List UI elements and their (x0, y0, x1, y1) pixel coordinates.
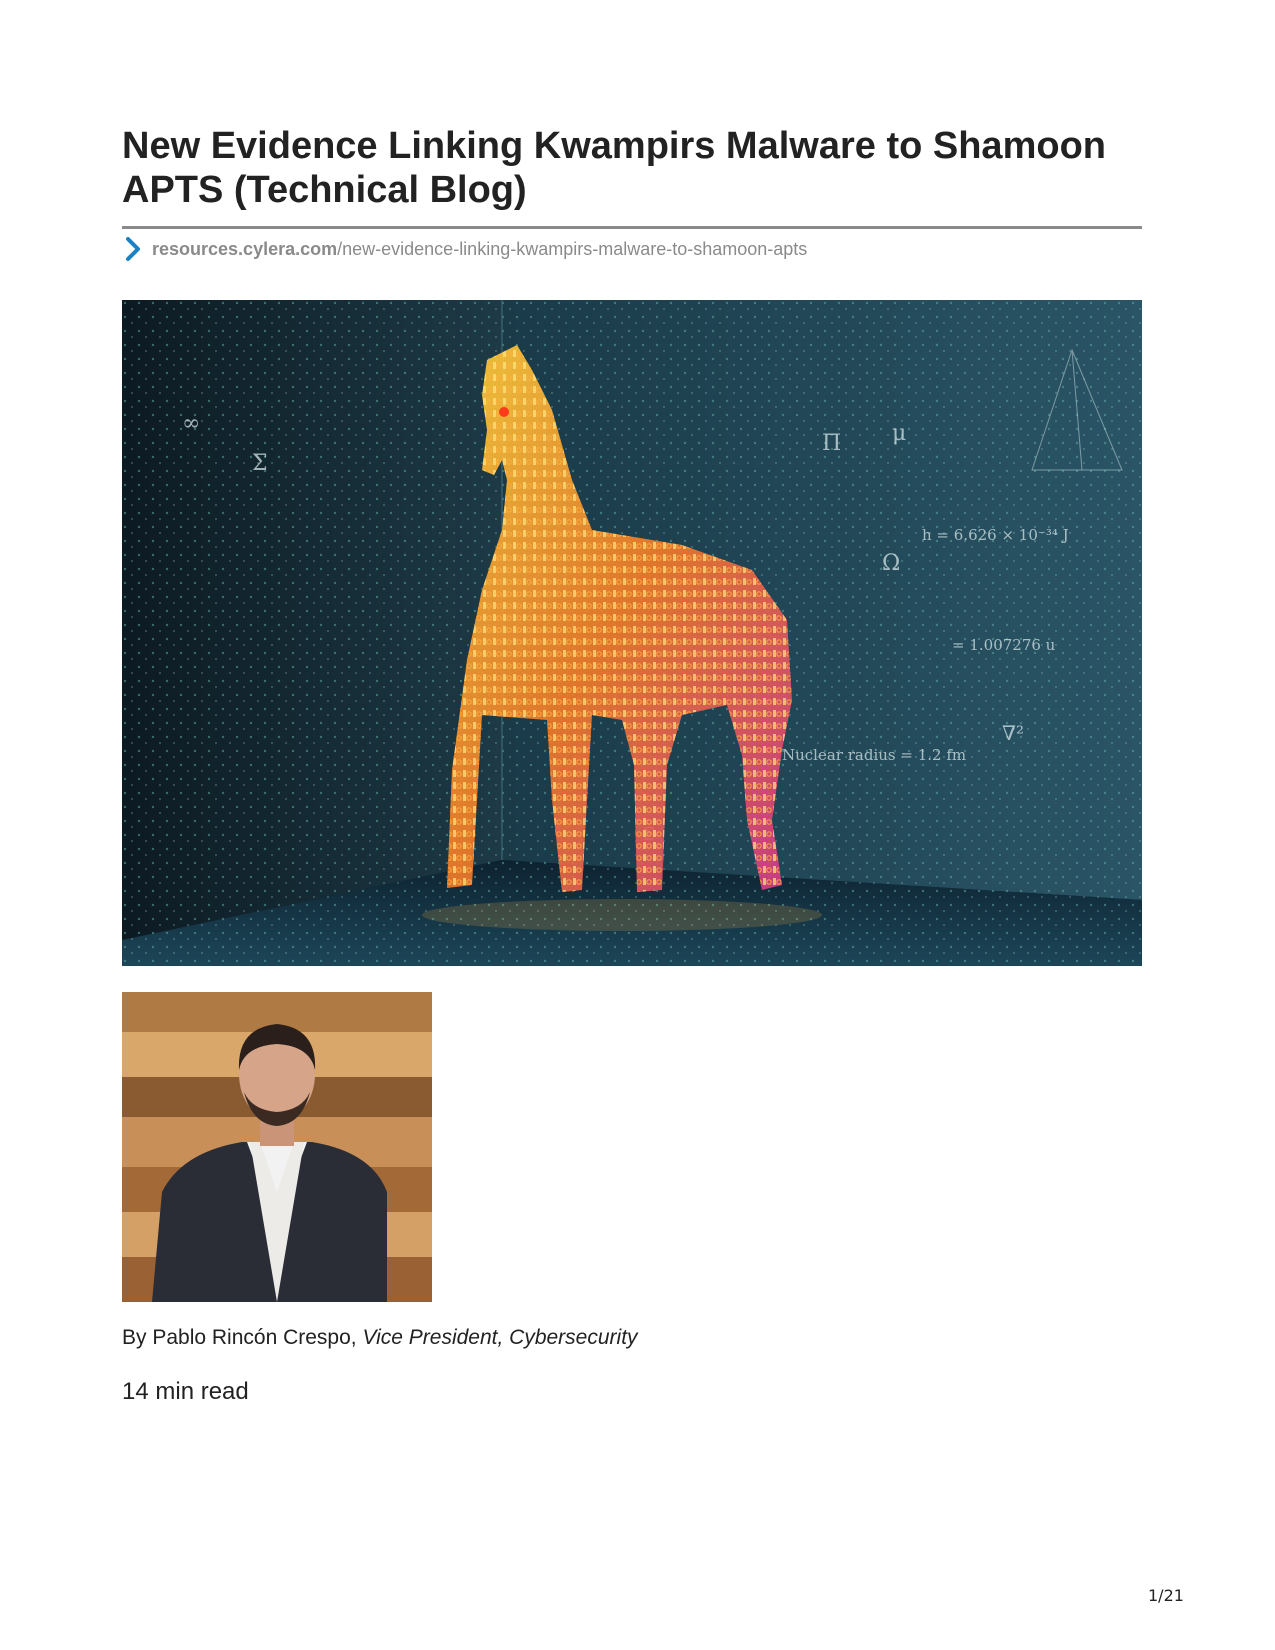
svg-text:Σ: Σ (252, 451, 268, 476)
svg-text:μ: μ (892, 421, 907, 446)
page-number: 1/21 (1148, 1586, 1184, 1605)
author-byline (122, 1326, 638, 1350)
source-domain: resources.cylera.com (152, 238, 338, 259)
author-name: By Pablo Rincón Crespo, (122, 1326, 363, 1349)
svg-text:h = 6.626 × 10⁻³⁴ J: h = 6.626 × 10⁻³⁴ J (922, 526, 1069, 544)
svg-text:= 1.007276 u: = 1.007276 u (952, 636, 1056, 654)
svg-text:∇²: ∇² (1002, 721, 1024, 745)
source-path: /new-evidence-linking-kwampirs-malware-to-shamoon-apts (337, 238, 808, 259)
read-time: 14 min read (122, 1378, 249, 1405)
author-role: Vice President, Cybersecurity (362, 1326, 638, 1349)
svg-text:Π: Π (822, 431, 842, 456)
title-divider (122, 226, 1142, 229)
svg-text:∞: ∞ (182, 411, 201, 436)
hero-image-trojan-horse (122, 300, 1142, 966)
article-title: New Evidence Linking Kwampirs Malware to Shamoon APTS (Technical Blog) (122, 125, 1106, 211)
source-link[interactable] (122, 236, 807, 262)
author-photo (122, 992, 432, 1302)
chevron-right-icon (122, 236, 152, 262)
svg-text:Ω: Ω (882, 551, 901, 576)
svg-text:Nuclear radius = 1.2 fm: Nuclear radius = 1.2 fm (782, 746, 967, 764)
